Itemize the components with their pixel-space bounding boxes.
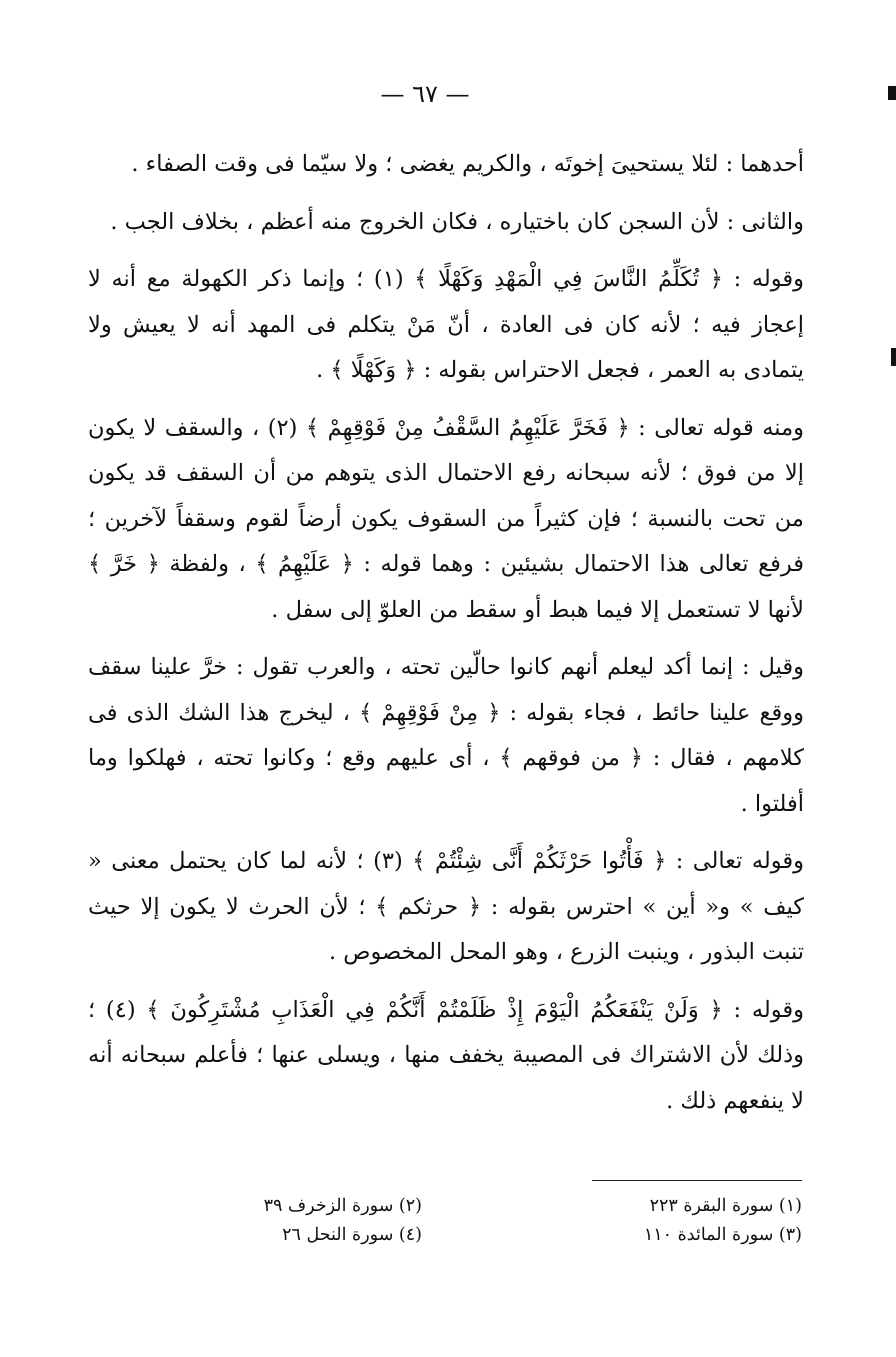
footnotes bbox=[102, 1192, 802, 1250]
main-text bbox=[88, 142, 804, 1136]
footnote: (١) سورة البقرة ٢٢٣ bbox=[649, 1196, 802, 1216]
paragraph: وقيل : إنما أكد ليعلم أنهم كانوا حالّين تحته ، والعرب تقول : خرَّ علينا سقف ووقع علينا حائط ، فجاء بقوله : ﴿ مِنْ فَوْقِهِمْ ﴾ ، ليخرج هذا الشك الذى فى كلامهم ، فقال : ﴿ من فوقهم ﴾ ، أى عليهم وقع ؛ وكانوا تحته ، فهلكوا وما أفلتوا . bbox=[88, 654, 804, 817]
footnote-column-left bbox=[102, 1192, 422, 1250]
footnote: (٤) سورة النحل ٢٦ bbox=[282, 1225, 422, 1245]
footnote: (٣) سورة المائدة ١١٠ bbox=[643, 1225, 802, 1245]
paragraph: وقوله : ﴿ تُكَلِّمُ النَّاسَ فِي الْمَهْدِ وَكَهْلًا ﴾ (١) ؛ وإنما ذكر الكهولة مع أنه لا إعجاز فيه ؛ لأنه كان فى العادة ، أنّ مَنْ يتكلم فى المهد أنه لا يعيش ولا يتمادى به العمر ، فجعل الاحتراس بقوله : ﴿ وَكَهْلًا ﴾ . bbox=[88, 266, 805, 383]
footnote-column-right bbox=[422, 1192, 802, 1250]
footnote-divider bbox=[592, 1180, 802, 1181]
footnote: (٢) سورة الزخرف ٣٩ bbox=[263, 1196, 422, 1216]
page-edge-mark bbox=[888, 86, 896, 100]
paragraph: وقوله تعالى : ﴿ فَأْتُوا حَرْثَكُمْ أَنَّى شِئْتُمْ ﴾ (٣) ؛ لأنه لما كان يحتمل معنى « كيف » و« أين » احترس بقوله : ﴿ حرثكم ﴾ ؛ لأن الحرث لا يكون إلا حيث تنبت البذور ، وينبت الزرع ، وهو المحل المخصوص . bbox=[88, 848, 804, 965]
paragraph: وقوله : ﴿ وَلَنْ يَنْفَعَكُمُ الْيَوْمَ إِذْ ظَلَمْتُمْ أَنَّكُمْ فِي الْعَذَابِ مُشْتَرِكُونَ ﴾ (٤) ؛ وذلك لأن الاشتراك فى المصيبة يخفف منها ، ويسلى عنها ؛ فأعلم سبحانه أنه لا ينفعهم ذلك . bbox=[88, 996, 804, 1114]
page-edge-mark bbox=[891, 348, 896, 366]
paragraph: والثانى : لأن السجن كان باختياره ، فكان الخروج منه أعظم ، بخلاف الجب . bbox=[110, 208, 804, 235]
page-number: — ٦٧ — bbox=[380, 80, 470, 108]
paragraph: ومنه قوله تعالى : ﴿ فَخَرَّ عَلَيْهِمُ السَّقْفُ مِنْ فَوْقِهِمْ ﴾ (٢) ، والسقف لا يكون إلا من فوق ؛ لأنه سبحانه رفع الاحتمال الذى يتوهم من أن السقف قد يكون من تحت بالنسبة ؛ فإن كثيراً من السقوف يكون أرضاً لقوم وسقفاً لآخرين ؛ فرفع تعالى هذا الاحتمال بشيئين : وهما قوله : ﴿ عَلَيْهِمُ ﴾ ، ولفظة ﴿ خَرَّ ﴾ لأنها لا تستعمل إلا فيما هبط أو سقط من العلوّ إلى سفل . bbox=[88, 414, 804, 623]
paragraph: أحدهما : لئلا يستحيىَ إخوتَه ، والكريم يغضى ؛ ولا سيّما فى وقت الصفاء . bbox=[131, 151, 804, 177]
